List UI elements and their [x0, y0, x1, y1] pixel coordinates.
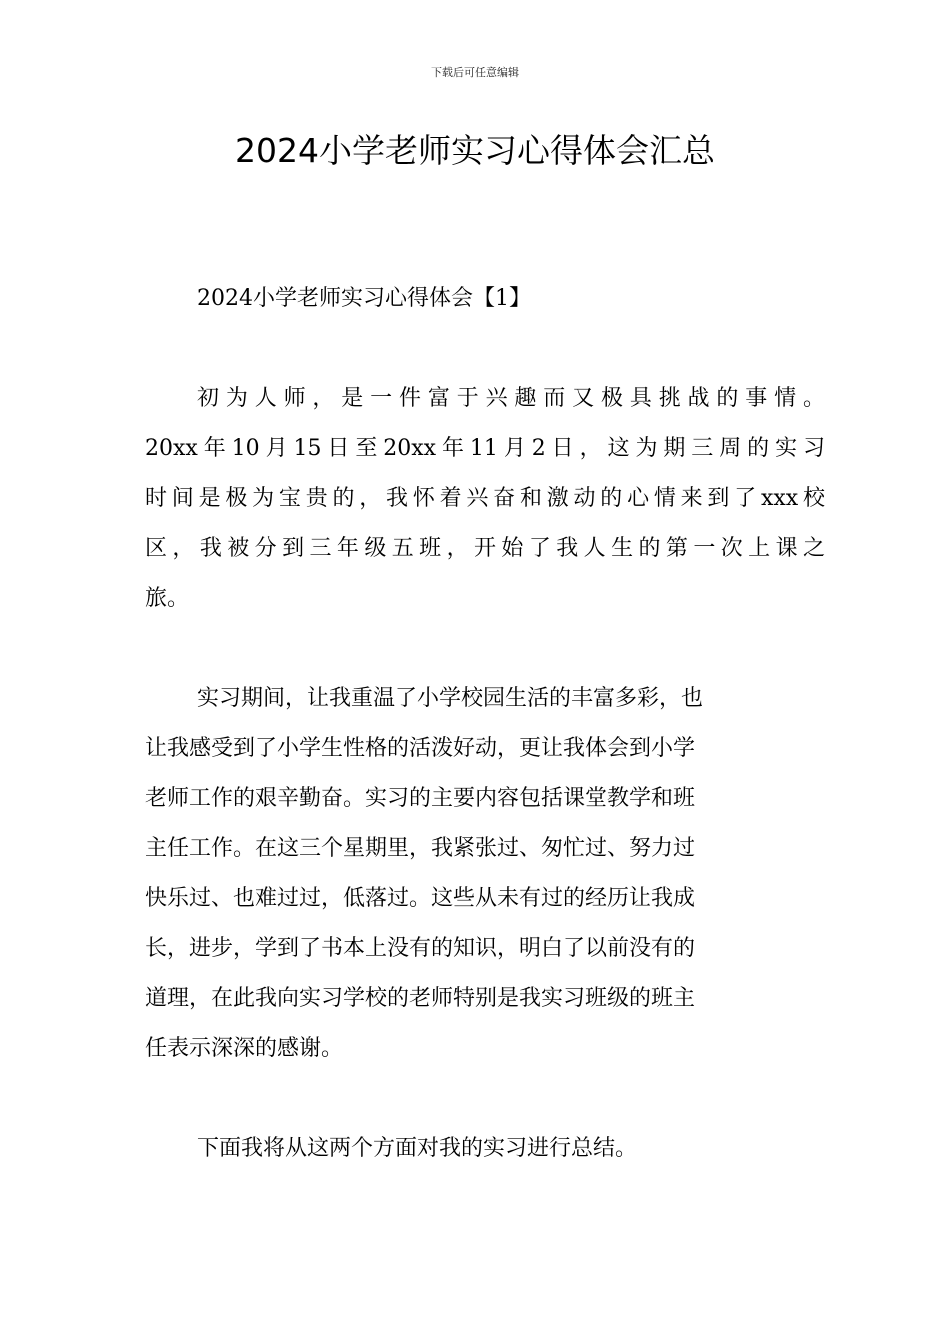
paragraph-line: 任表示深深的感谢。	[145, 1036, 344, 1061]
paragraph-3	[145, 1124, 825, 1174]
paragraph-line: 让我感受到了小学生性格的活泼好动，更让我体会到小学	[145, 736, 696, 761]
paragraph-line: 快乐过、也难过过，低落过。这些从未有过的经历让我成	[145, 886, 696, 911]
paragraph-line: 实习期间，让我重温了小学校园生活的丰富多彩，也	[197, 686, 704, 711]
paragraph-line: 区，我被分到三年级五班，开始了我人生的第一次上课之	[145, 536, 825, 561]
paragraph-1	[145, 374, 825, 624]
paragraph-line: 20xx年10月15日至20xx年11月2日，这为期三周的实习	[145, 436, 825, 461]
paragraph-line: 道理，在此我向实习学校的老师特别是我实习班级的班主	[145, 986, 696, 1011]
paragraph-line: 旅。	[145, 586, 190, 611]
header-note: 下载后可任意编辑	[431, 66, 519, 79]
paragraph-2	[145, 674, 825, 1074]
paragraph-line: 时间是极为宝贵的，我怀着兴奋和激动的心情来到了xxx校	[145, 486, 825, 511]
paragraph-line: 主任工作。在这三个星期里，我紧张过、匆忙过、努力过	[145, 836, 696, 861]
section-heading: 2024小学老师实习心得体会【1】	[197, 286, 531, 311]
document-title: 2024小学老师实习心得体会汇总	[235, 131, 715, 170]
paragraph-line: 初为人师，是一件富于兴趣而又极具挑战的事情。	[197, 386, 825, 411]
paragraph-line: 老师工作的艰辛勤奋。实习的主要内容包括课堂教学和班	[145, 786, 696, 811]
paragraph-line: 长，进步，学到了书本上没有的知识，明白了以前没有的	[145, 936, 696, 961]
paragraph-line: 下面我将从这两个方面对我的实习进行总结。	[197, 1136, 638, 1161]
